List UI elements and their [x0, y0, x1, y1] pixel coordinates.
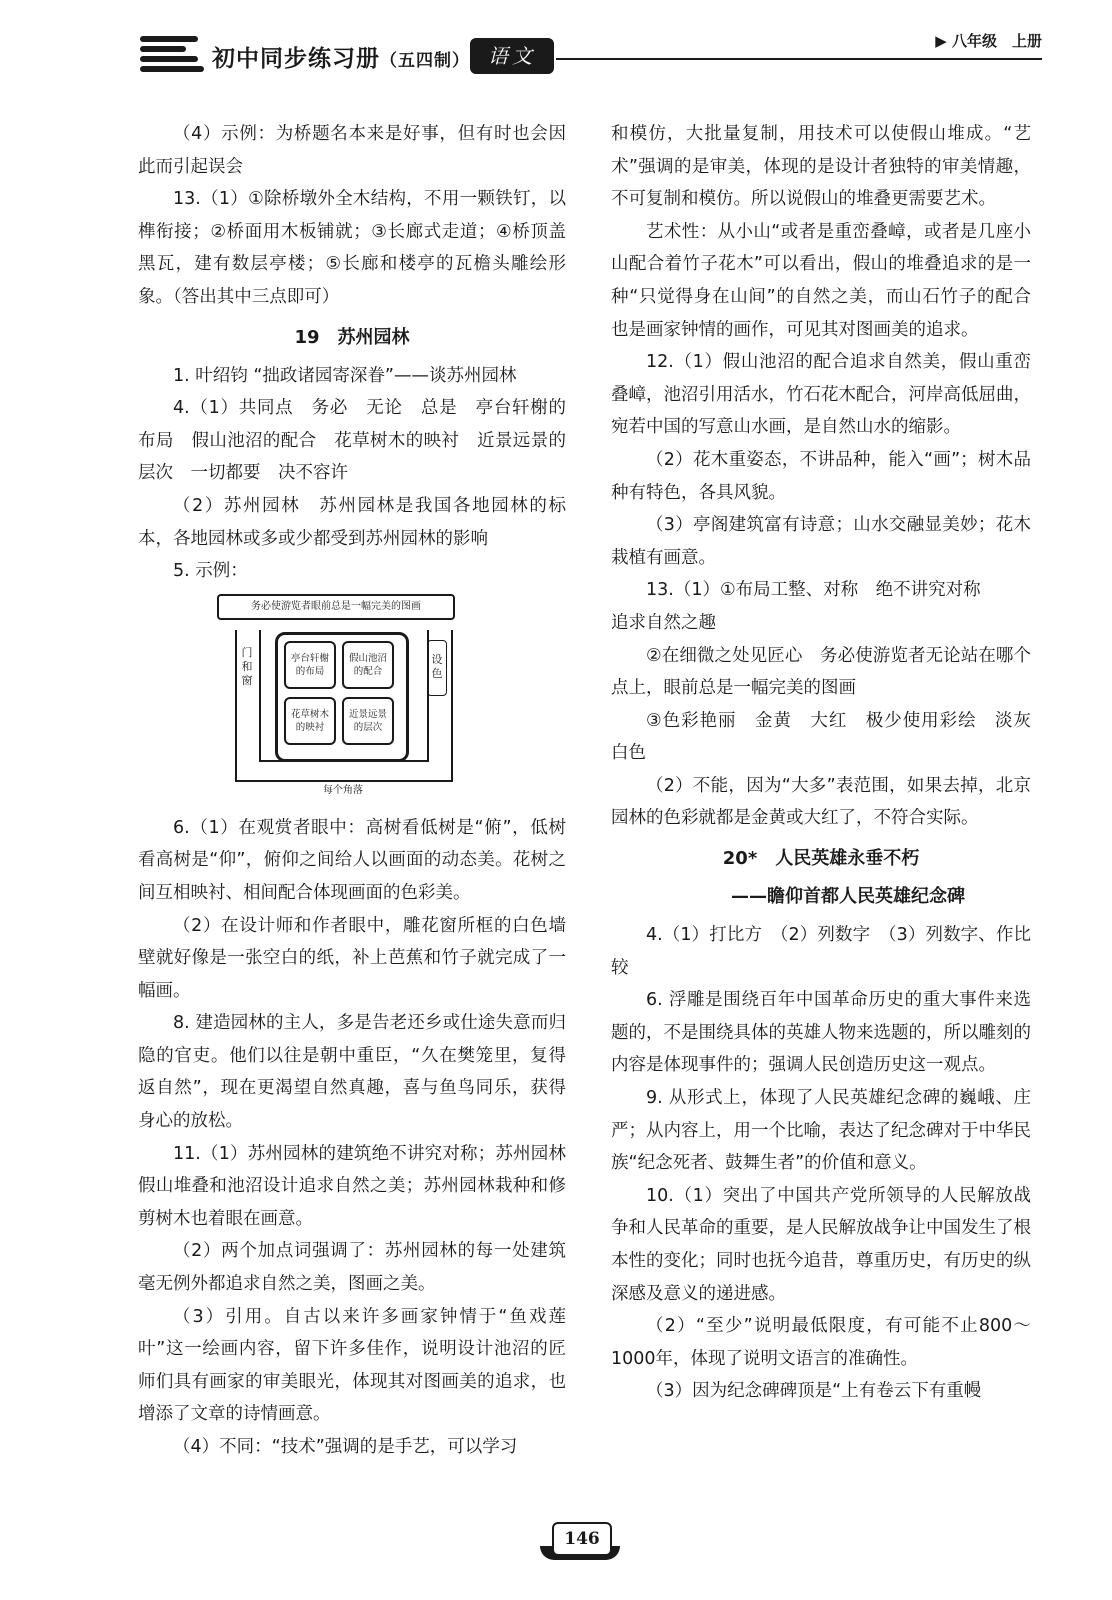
diagram-right-label: 设色: [427, 640, 447, 696]
diagram-bottom-label: 每个角落: [323, 784, 363, 796]
answer-paragraph: 4.（1）共同点 务必 无论 总是 亭台轩榭的布局 假山池沼的配合 花草树木的映衬 近景远景的层次 一切都要 决不容许: [138, 398, 566, 484]
page-number-badge: [530, 1522, 630, 1562]
section-title-19: 19 苏州园林: [294, 326, 410, 348]
answer-paragraph: 5. 示例：: [173, 561, 248, 582]
answer-paragraph: 和模仿，大批量复制，用技术可以使假山堆成。“艺术”强调的是审美，体现的是设计者独特的审美情趣，不可复制和模仿。所以说假山的堆叠更需要艺术。: [611, 124, 1031, 210]
answer-paragraph: 8. 建造园林的主人，多是告老还乡或仕途失意而归隐的官吏。他们以往是朝中重臣，“久在樊笼里，复得返自然”，现在更渴望自然真趣，喜与鱼鸟同乐，获得身心的放松。: [138, 1013, 566, 1132]
answer-paragraph: 12.（1）假山池沼的配合追求自然美，假山重峦叠嶂，池沼引用活水，竹石花木配合，河岸高低屈曲，宛若中国的写意山水画，是自然山水的缩影。: [611, 352, 1031, 438]
left-column: [138, 118, 566, 1464]
answer-paragraph: 13.（1）①除桥墩外全木结构，不用一颗铁钉，以榫衔接；②桥面用木板铺就；③长廊式走道；④桥顶盖黑瓦，建有数层亭楼；⑤长廊和楼亭的瓦檐头雕绘形象。（答出其中三点即可）: [138, 189, 566, 307]
garden-diagram: [235, 594, 485, 804]
book-logo-icon: [140, 36, 200, 76]
answer-paragraph: （2）花木重姿态，不讲品种，能入“画”；树木品种有特色，各具风貌。: [611, 449, 1031, 503]
answer-paragraph: （4）示例：为桥题名本来是好事，但有时也会因此而引起误会: [138, 124, 566, 177]
right-column: [611, 118, 1049, 1408]
answer-paragraph: （2）“至少”说明最低限度，有可能不止800～1000年，体现了说明文语言的准确性。: [611, 1316, 1031, 1369]
diagram-left-label: 门和窗: [241, 645, 253, 687]
diagram-cell: 亭台轩榭的布局: [284, 641, 336, 689]
answer-paragraph: （3）引用。自古以来许多画家钟情于“鱼戏莲叶”这一绘画内容，留下许多佳作，说明设计池沼的匠师们具有画家的审美眼光，体现其对图画美的追求，也增添了文章的诗情画意。: [138, 1306, 566, 1425]
edition-label: （五四制）: [380, 51, 470, 71]
diagram-grid: [275, 632, 409, 762]
diagram-cell: 近景远景的层次: [342, 697, 394, 745]
diagram-title: 务必使游览者眼前总是一幅完美的图画: [217, 594, 455, 620]
answer-paragraph: 6.（1）在观赏者眼中：高树看低树是“俯”，低树看高树是“仰”，俯仰之间给人以画面的动态美。花树之间互相映衬、相间配合体现画面的色彩美。: [138, 817, 566, 903]
section-title-20: 20* 人民英雄永垂不朽: [722, 848, 920, 870]
answer-paragraph: 1. 叶绍钧 “拙政诸园寄深眷”——谈苏州园林: [173, 365, 517, 386]
answer-paragraph: 11.（1）苏州园林的建筑绝不讲究对称；苏州园林假山堆叠和池沼设计追求自然之美；苏州园林栽种和修剪树木也着眼在画意。: [138, 1143, 566, 1229]
answer-paragraph: （3）因为纪念碑碑顶是“上有卷云下有重幔: [646, 1381, 982, 1402]
answer-paragraph: （2）两个加点词强调了：苏州园林的每一处建筑毫无例外都追求自然之美，图画之美。: [138, 1241, 566, 1295]
diagram-cell: 花草树木的映衬: [284, 697, 336, 745]
grade-label: ▶ 八年级 上册: [935, 32, 1042, 50]
answer-paragraph: 追求自然之趣: [611, 612, 716, 633]
answer-paragraph: 9. 从形式上，体现了人民英雄纪念碑的巍峨、庄严；从内容上，用一个比喻，表达了纪念碑对于中华民族“纪念死者、鼓舞生者”的价值和意义。: [611, 1088, 1031, 1174]
answer-paragraph: （4）不同：“技术”强调的是手艺，可以学习: [173, 1437, 518, 1457]
diagram-cell: 假山池沼的配合: [342, 641, 394, 689]
page-header: [0, 0, 1112, 90]
answer-paragraph: 6. 浮雕是围绕百年中国革命历史的重大事件来选题的，不是围绕具体的英雄人物来选题的，所以雕刻的内容是体现事件的；强调人民创造历史这一观点。: [611, 990, 1031, 1076]
answer-paragraph: ②在细微之处见匠心 务必使游览者无论站在哪个点上，眼前总是一幅完美的图画: [611, 645, 1031, 699]
subject-badge: 语文: [470, 38, 554, 74]
answer-paragraph: （3）亭阁建筑富有诗意；山水交融显美妙；花木栽植有画意。: [611, 515, 1031, 568]
book-title-text: 初中同步练习册: [212, 46, 380, 72]
section-subtitle-20: ——瞻仰首都人民英雄纪念碑: [731, 886, 965, 908]
answer-paragraph: 13.（1）①布局工整、对称 绝不讲究对称: [646, 580, 981, 601]
answer-paragraph: （2）不能，因为“大多”表范围，如果去掉，北京园林的色彩就都是金黄或大红了，不符合实际。: [611, 775, 1031, 829]
book-title: [212, 40, 470, 73]
answer-paragraph: 艺术性：从小山“或者是重峦叠嶂，或者是几座小山配合着竹子花木”可以看出，假山的堆叠追求的是一种“只觉得身在山间”的自然之美，而山石竹子的配合也是画家钟情的画作，可见其对图画美的追求。: [611, 221, 1031, 340]
answer-paragraph: （2）苏州园林 苏州园林是我国各地园林的标本，各地园林或多或少都受到苏州园林的影响: [138, 495, 566, 549]
answer-paragraph: 10.（1）突出了中国共产党所领导的人民解放战争和人民革命的重要，是人民解放战争让中国发生了根本性的变化；同时也抚今追昔，尊重历史，有历史的纵深感及意义的递进感。: [611, 1185, 1031, 1304]
page-number: 146: [552, 1522, 612, 1556]
header-divider: [556, 58, 1042, 60]
answer-paragraph: ③色彩艳丽 金黄 大红 极少使用彩绘 淡灰 白色: [611, 710, 1049, 764]
answer-paragraph: （2）在设计师和作者眼中，雕花窗所框的白色墙壁就好像是一张空白的纸，补上芭蕉和竹子就完成了一幅画。: [138, 915, 566, 1001]
answer-paragraph: 4.（1）打比方 （2）列数字 （3）列数字、作比较: [611, 925, 1031, 978]
